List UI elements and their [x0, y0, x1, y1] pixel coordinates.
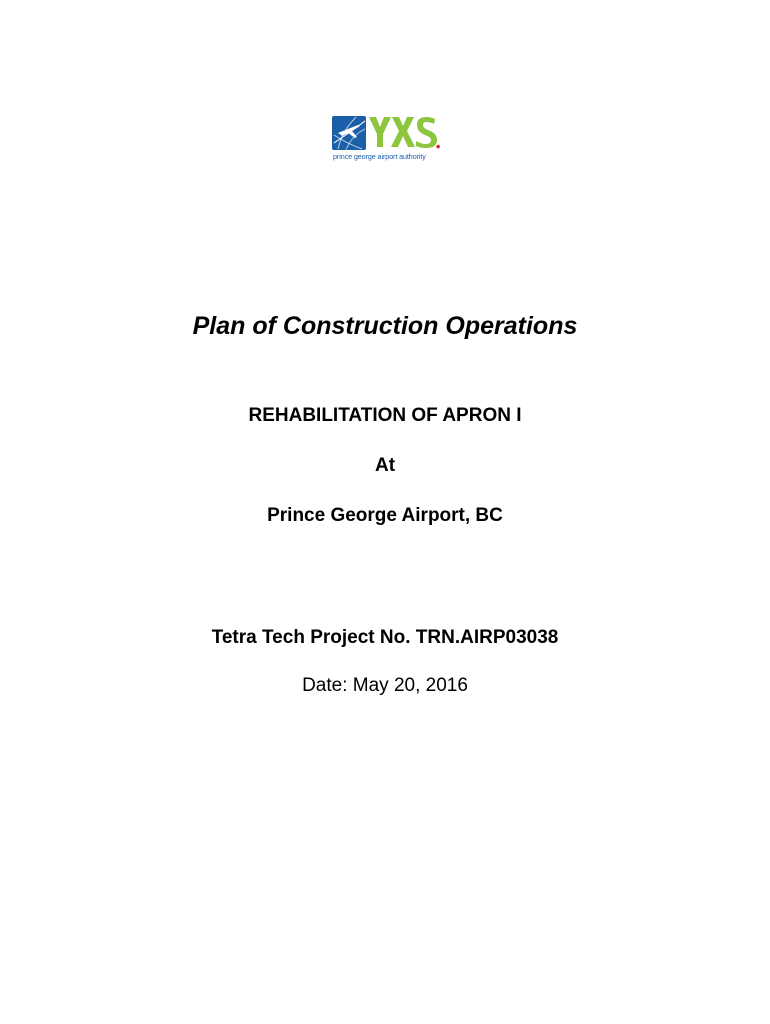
- document-date: Date: May 20, 2016: [302, 675, 468, 696]
- location-connector: At: [374, 455, 396, 476]
- globe-airplane-icon: [332, 113, 442, 153]
- document-title: Plan of Construction Operations: [192, 312, 578, 340]
- maple-leaf-icon: [436, 144, 441, 149]
- project-location: Prince George Airport, BC: [267, 505, 503, 526]
- airport-authority-logo: [332, 113, 442, 167]
- project-number: Tetra Tech Project No. TRN.AIRP03038: [211, 627, 559, 648]
- logo-tagline: prince george airport authority: [333, 152, 426, 161]
- project-name: REHABILITATION OF APRON I: [248, 405, 522, 426]
